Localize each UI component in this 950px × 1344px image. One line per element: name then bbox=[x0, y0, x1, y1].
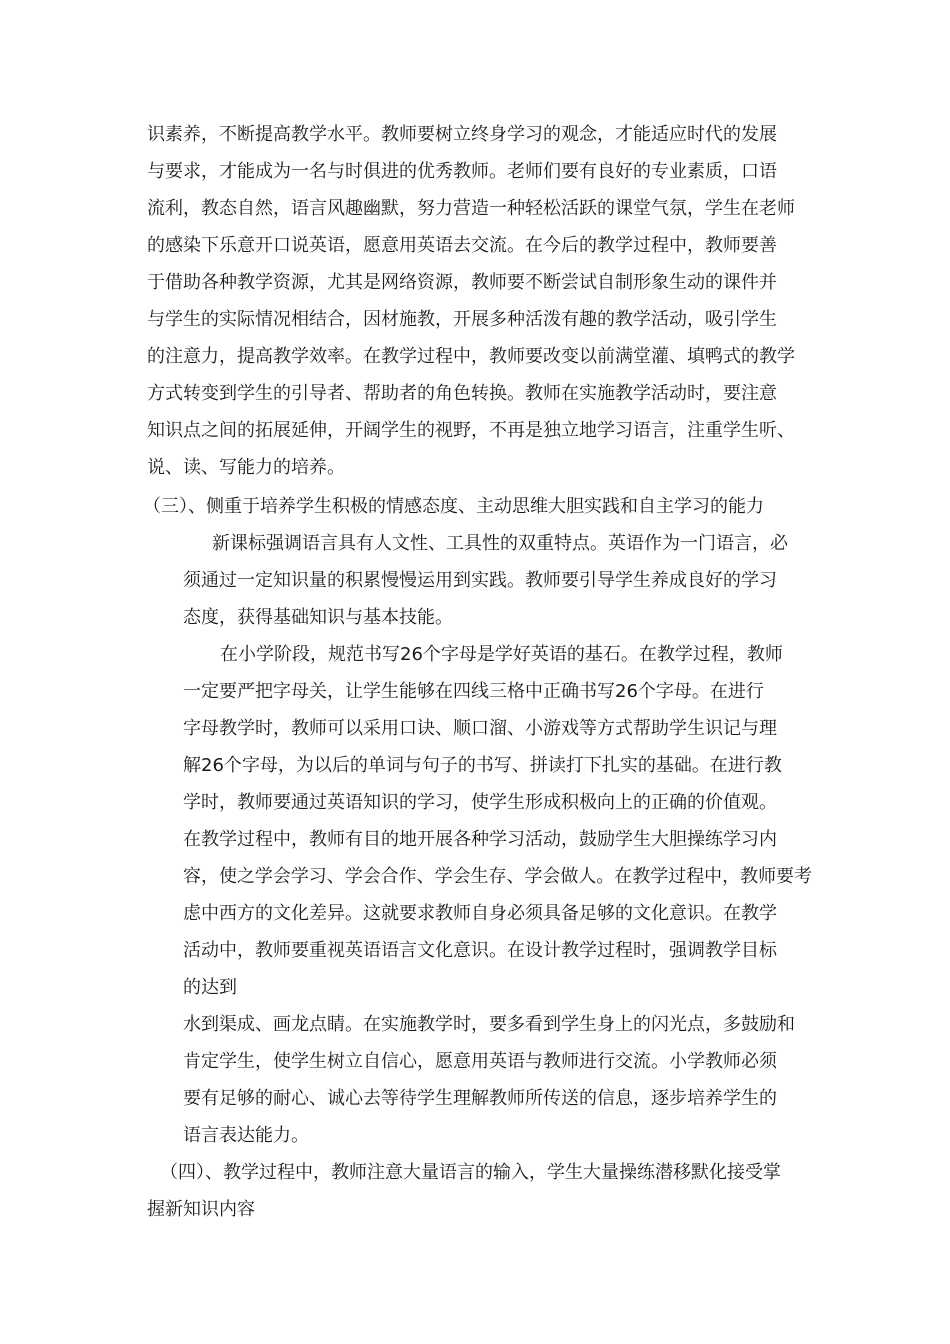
paragraph-line: 活动中，教师要重视英语语言文化意识。在设计教学过程时，强调教学目标 bbox=[183, 940, 777, 961]
paragraph-line: 水到渠成、画龙点睛。在实施教学时，要多看到学生身上的闪光点，多鼓励和 bbox=[183, 1014, 795, 1035]
paragraph-line: 态度，获得基础知识与基本技能。 bbox=[183, 607, 453, 628]
paragraph-line: 语言表达能力。 bbox=[183, 1125, 309, 1146]
paragraph-line: 与要求，才能成为一名与时俱进的优秀教师。老师们要有良好的专业素质，口语 bbox=[147, 161, 777, 182]
paragraph-line: 知识点之间的拓展延伸，开阔学生的视野，不再是独立地学习语言，注重学生听、 bbox=[147, 420, 795, 441]
paragraph-line: 容，使之学会学习、学会合作、学会生存、学会做人。在教学过程中，教师要考 bbox=[183, 866, 812, 887]
paragraph-line: 要有足够的耐心、诚心去等待学生理解教师所传送的信息，逐步培养学生的 bbox=[183, 1088, 777, 1109]
paragraph-line: 一定要严把字母关，让学生能够在四线三格中正确书写26个字母。在进行 bbox=[183, 681, 764, 702]
paragraph-line: 与学生的实际情况相结合，因材施教，开展多种活泼有趣的教学活动，吸引学生 bbox=[147, 309, 777, 330]
paragraph-line: 须通过一定知识量的积累慢慢运用到实践。教师要引导学生养成良好的学习 bbox=[183, 570, 777, 591]
paragraph-line: 识素养，不断提高教学水平。教师要树立终身学习的观念，才能适应时代的发展 bbox=[147, 124, 777, 145]
paragraph-line: 流利，教态自然，语言风趣幽默，努力营造一种轻松活跃的课堂气氛，学生在老师 bbox=[147, 198, 795, 219]
paragraph-line: 的注意力，提高教学效率。在教学过程中，教师要改变以前满堂灌、填鸭式的教学 bbox=[147, 346, 795, 367]
paragraph-line: 在小学阶段，规范书写26个字母是学好英语的基石。在教学过程，教师 bbox=[220, 644, 783, 665]
section-heading-3: （三）、侧重于培养学生积极的情感态度、主动思维大胆实践和自主学习的能力 bbox=[143, 496, 764, 517]
paragraph-line: 肯定学生，使学生树立自信心，愿意用英语与教师进行交流。小学教师必须 bbox=[183, 1051, 777, 1072]
paragraph-line: 字母教学时，教师可以采用口诀、顺口溜、小游戏等方式帮助学生识记与理 bbox=[183, 718, 777, 739]
paragraph-line: 说、读、写能力的培养。 bbox=[147, 457, 345, 478]
paragraph-line: 虑中西方的文化差异。这就要求教师自身必须具备足够的文化意识。在教学 bbox=[183, 903, 777, 924]
paragraph-line: 方式转变到学生的引导者、帮助者的角色转换。教师在实施教学活动时，要注意 bbox=[147, 383, 777, 404]
paragraph-line: 于借助各种教学资源，尤其是网络资源，教师要不断尝试自制形象生动的课件并 bbox=[147, 272, 777, 293]
paragraph-line: 的达到 bbox=[183, 977, 237, 998]
paragraph-line: 解26个字母，为以后的单词与句子的书写、拼读打下扎实的基础。在进行教 bbox=[183, 755, 782, 776]
paragraph-line: 学时，教师要通过英语知识的学习，使学生形成积极向上的正确的价值观。 bbox=[183, 792, 777, 813]
paragraph-line: 的感染下乐意开口说英语，愿意用英语去交流。在今后的教学过程中，教师要善 bbox=[147, 235, 777, 256]
section-heading-4: （四）、教学过程中，教师注意大量语言的输入，学生大量操练潜移默化接受掌 bbox=[160, 1162, 781, 1183]
section-heading-4-continued: 握新知识内容 bbox=[147, 1199, 255, 1220]
paragraph-line: 新课标强调语言具有人文性、工具性的双重特点。英语作为一门语言，必 bbox=[212, 533, 788, 554]
paragraph-line: 在教学过程中，教师有目的地开展各种学习活动，鼓励学生大胆操练学习内 bbox=[183, 829, 777, 850]
